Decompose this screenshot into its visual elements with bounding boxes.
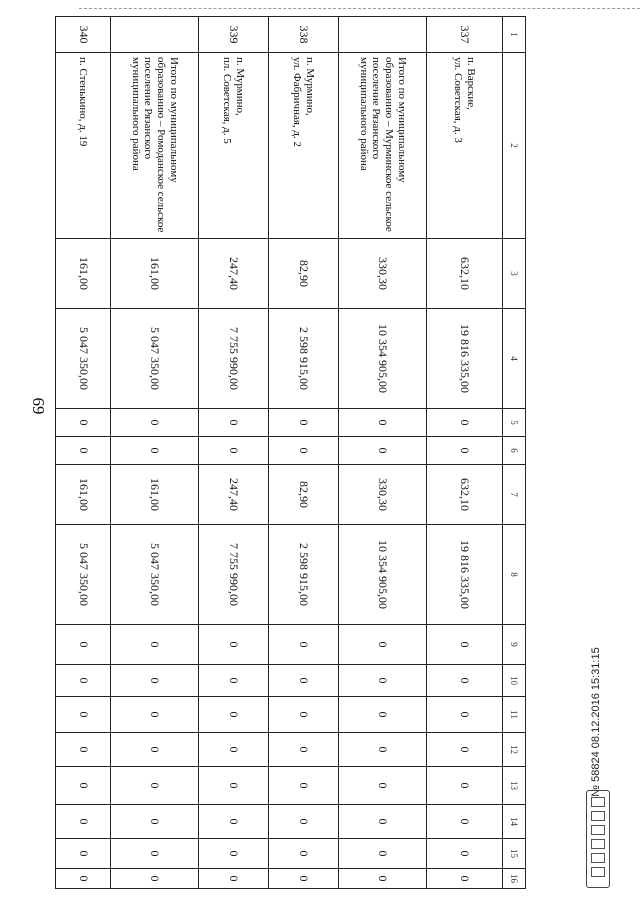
object-name-cell: Итого по муниципальному образованию – Мурминское сельское поселение Рязанского муниципального района: [339, 53, 427, 239]
value-cell-c14: 0: [269, 805, 339, 839]
column-number: 11: [503, 697, 526, 733]
value-cell-c13: 0: [269, 767, 339, 805]
column-number: 9: [503, 625, 526, 665]
stamp-text: № 58824 08.12.2016 15:31:15: [590, 647, 602, 797]
value-cell-c15: 0: [339, 839, 427, 869]
value-cell-c15: 0: [427, 839, 503, 869]
value-cell-c14: 0: [339, 805, 427, 839]
value-cell-c16: 0: [339, 869, 427, 889]
value-cell-c6: 0: [269, 437, 339, 465]
value-cell-c8: 7 755 990,00: [199, 525, 269, 625]
column-number: 10: [503, 665, 526, 697]
value-cell-c10: 0: [199, 665, 269, 697]
value-cell-c16: 0: [56, 869, 111, 889]
column-number: 12: [503, 733, 526, 767]
value-cell-c8: 10 354 905,00: [339, 525, 427, 625]
value-cell-c3: 247,40: [199, 239, 269, 309]
column-number: 3: [503, 239, 526, 309]
value-cell-c12: 0: [111, 733, 199, 767]
value-cell-c4: 10 354 905,00: [339, 309, 427, 409]
scan-top-border: [79, 8, 640, 10]
table-row: [199, 17, 269, 889]
value-cell-c11: 0: [269, 697, 339, 733]
object-name-cell: п. Мурмино, ул. Фабричная, д. 2: [269, 53, 339, 239]
column-number: 14: [503, 805, 526, 839]
value-cell-c16: 0: [427, 869, 503, 889]
value-cell-c5: 0: [56, 409, 111, 437]
value-cell-c11: 0: [427, 697, 503, 733]
value-cell-c8: 19 816 335,00: [427, 525, 503, 625]
value-cell-c12: 0: [269, 733, 339, 767]
value-cell-c11: 0: [56, 697, 111, 733]
column-number: 4: [503, 309, 526, 409]
value-cell-c6: 0: [427, 437, 503, 465]
object-name-cell: п. Мурмино, пл. Советская, д. 5: [199, 53, 269, 239]
value-cell-c10: 0: [427, 665, 503, 697]
value-cell-c7: 632,10: [427, 465, 503, 525]
row-number-cell: 339: [199, 17, 269, 53]
value-cell-c16: 0: [111, 869, 199, 889]
value-cell-c6: 0: [56, 437, 111, 465]
value-cell-c7: 247,40: [199, 465, 269, 525]
value-cell-c7: 330,30: [339, 465, 427, 525]
page-number: 69: [29, 397, 48, 415]
object-name-cell: Итого по муниципальному образованию – Ромоданское сельское поселение Рязанского муниципального района: [111, 53, 199, 239]
value-cell-c9: 0: [339, 625, 427, 665]
value-cell-c7: 82,90: [269, 465, 339, 525]
value-cell-c9: 0: [199, 625, 269, 665]
row-number-cell: [339, 17, 427, 53]
value-cell-c4: 19 816 335,00: [427, 309, 503, 409]
value-cell-c6: 0: [339, 437, 427, 465]
row-number-cell: 337: [427, 17, 503, 53]
column-number-row: [503, 17, 526, 889]
value-cell-c7: 161,00: [56, 465, 111, 525]
value-cell-c12: 0: [199, 733, 269, 767]
value-cell-c7: 161,00: [111, 465, 199, 525]
value-cell-c5: 0: [269, 409, 339, 437]
value-cell-c9: 0: [427, 625, 503, 665]
value-cell-c10: 0: [269, 665, 339, 697]
value-cell-c14: 0: [427, 805, 503, 839]
value-cell-c5: 0: [111, 409, 199, 437]
value-cell-c4: 5 047 350,00: [111, 309, 199, 409]
table-row: [339, 17, 427, 889]
value-cell-c10: 0: [56, 665, 111, 697]
row-number-cell: 338: [269, 17, 339, 53]
value-cell-c10: 0: [111, 665, 199, 697]
value-cell-c12: 0: [427, 733, 503, 767]
value-cell-c5: 0: [199, 409, 269, 437]
value-cell-c5: 0: [339, 409, 427, 437]
value-cell-c9: 0: [269, 625, 339, 665]
value-cell-c9: 0: [56, 625, 111, 665]
object-name-cell: п. Стенькино, д. 19: [56, 53, 111, 239]
table-row: [427, 17, 503, 889]
value-cell-c11: 0: [199, 697, 269, 733]
value-cell-c4: 5 047 350,00: [56, 309, 111, 409]
value-cell-c3: 330,30: [339, 239, 427, 309]
value-cell-c13: 0: [199, 767, 269, 805]
value-cell-c3: 161,00: [56, 239, 111, 309]
value-cell-c13: 0: [111, 767, 199, 805]
value-cell-c13: 0: [427, 767, 503, 805]
column-number: 5: [503, 409, 526, 437]
table-row: [269, 17, 339, 889]
value-cell-c14: 0: [111, 805, 199, 839]
value-cell-c12: 0: [339, 733, 427, 767]
value-cell-c15: 0: [111, 839, 199, 869]
column-number: 6: [503, 437, 526, 465]
column-number: 7: [503, 465, 526, 525]
value-cell-c15: 0: [56, 839, 111, 869]
value-cell-c16: 0: [199, 869, 269, 889]
value-cell-c3: 161,00: [111, 239, 199, 309]
row-number-cell: 340: [56, 17, 111, 53]
value-cell-c11: 0: [339, 697, 427, 733]
value-cell-c15: 0: [199, 839, 269, 869]
column-number: 2: [503, 53, 526, 239]
value-cell-c8: 5 047 350,00: [111, 525, 199, 625]
value-cell-c4: 7 755 990,00: [199, 309, 269, 409]
value-cell-c16: 0: [269, 869, 339, 889]
value-cell-c13: 0: [56, 767, 111, 805]
value-cell-c13: 0: [339, 767, 427, 805]
column-number: 15: [503, 839, 526, 869]
value-cell-c11: 0: [111, 697, 199, 733]
value-cell-c6: 0: [199, 437, 269, 465]
value-cell-c3: 632,10: [427, 239, 503, 309]
table-row: [56, 17, 111, 889]
value-cell-c8: 2 598 915,00: [269, 525, 339, 625]
value-cell-c10: 0: [339, 665, 427, 697]
register-table: [55, 16, 526, 889]
object-name-cell: п. Варские, ул. Советская, д. 3: [427, 53, 503, 239]
column-number: 16: [503, 869, 526, 889]
column-number: 1: [503, 17, 526, 53]
value-cell-c8: 5 047 350,00: [56, 525, 111, 625]
value-cell-c5: 0: [427, 409, 503, 437]
value-cell-c12: 0: [56, 733, 111, 767]
value-cell-c15: 0: [269, 839, 339, 869]
value-cell-c14: 0: [56, 805, 111, 839]
value-cell-c14: 0: [199, 805, 269, 839]
value-cell-c3: 82,90: [269, 239, 339, 309]
value-cell-c4: 2 598 915,00: [269, 309, 339, 409]
office-seal-icon: [586, 790, 610, 888]
value-cell-c9: 0: [111, 625, 199, 665]
table-row: [111, 17, 199, 889]
value-cell-c6: 0: [111, 437, 199, 465]
row-number-cell: [111, 17, 199, 53]
column-number: 8: [503, 525, 526, 625]
column-number: 13: [503, 767, 526, 805]
